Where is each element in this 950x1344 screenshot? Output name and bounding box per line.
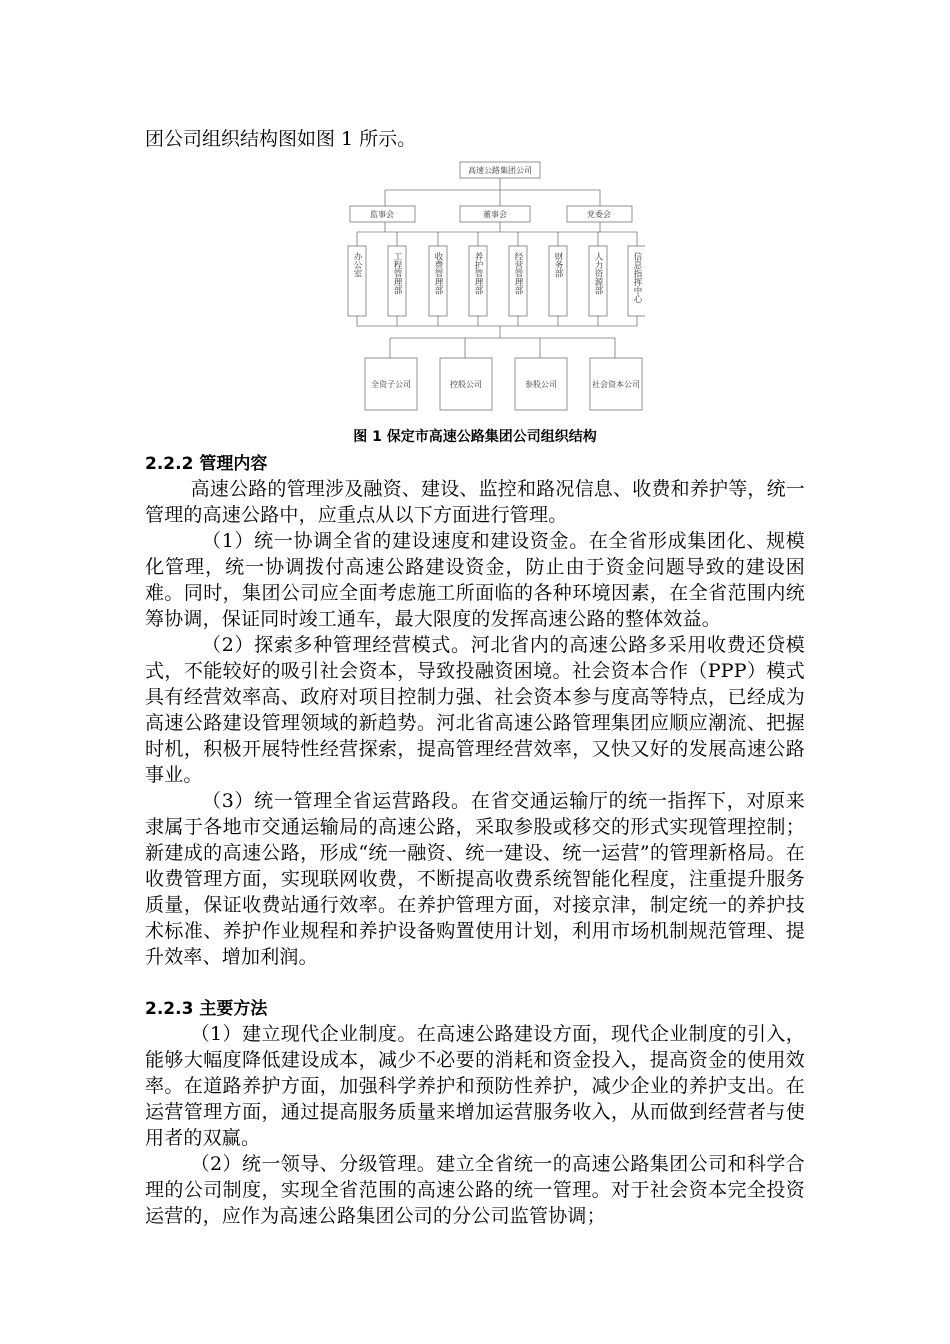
org-sub-label: 全资子公司 <box>371 380 411 389</box>
org-root-label: 高速公路集团公司 <box>468 166 532 175</box>
org-dept-label: 收费管理部 <box>433 252 443 295</box>
org-sub-label: 社会资本公司 <box>592 380 640 389</box>
paragraph: 高速公路的管理涉及融资、建设、监控和路况信息、收费和养护等，统一管理的高速公路中，应重点从以下方面进行管理。 <box>145 478 805 526</box>
paragraph: （1）统一协调全省的建设速度和建设资金。在全省形成集团化、规模化管理，统一协调拨付高速公路建设资金，防止由于资金问题导致的建设困难。同时，集团公司应全面考虑施工所面临的各种环境因素，在全省范围内统筹协调，保证同时竣工通车，最大限度的发挥高速公路的整体效益。 <box>145 530 805 630</box>
paragraph: （2）统一领导、分级管理。建立全省统一的高速公路集团公司和科学合理的公司制度，实现全省范围的高速公路的统一管理。对于社会资本完全投资运营的，应作为高速公路集团公司的分公司监管协调； <box>145 1153 805 1227</box>
org-dept-label: 养护管理部 <box>473 252 483 295</box>
org-dept-label: 人力资源部 <box>593 252 603 295</box>
org-level2-label: 监事会 <box>370 210 394 219</box>
org-chart <box>345 158 645 420</box>
figure-caption: 图 1 保定市高速公路集团公司组织结构 <box>353 429 597 445</box>
section-2-2-3 <box>145 997 805 1229</box>
org-dept-label: 财务部 <box>553 252 563 278</box>
org-dept-label: 工程管理部 <box>392 252 402 295</box>
org-level2-label: 党委会 <box>587 210 611 219</box>
section-heading: 2.2.3 主要方法 <box>145 999 268 1019</box>
intro-line: 团公司组织结构图如图 1 所示。 <box>145 128 417 150</box>
org-level2-label: 董事会 <box>483 210 507 219</box>
org-sub-label: 控股公司 <box>450 380 482 389</box>
section-2-2-2 <box>145 452 805 970</box>
paragraph: （1）建立现代企业制度。在高速公路建设方面，现代企业制度的引入，能够大幅度降低建设成本，减少不必要的消耗和资金投入，提高资金的使用效率。在道路养护方面，加强科学养护和预防性养护，减少企业的养护支出。在运营管理方面，通过提高服务质量来增加运营服务收入，从而做到经营者与使用者的双赢。 <box>145 1023 805 1149</box>
org-sub-label: 参股公司 <box>525 380 557 389</box>
org-dept-label: 信息指挥中心 <box>632 252 642 303</box>
paragraph: （2）探索多种管理经营模式。河北省内的高速公路多采用收费还贷模式，不能较好的吸引社会资本，导致投融资困境。社会资本合作（PPP）模式具有经营效率高、政府对项目控制力强、社会资本参与度高等特点，已经成为高速公路建设管理领域的新趋势。河北省高速公路管理集团应顺应潮流、把握时机，积极开展特性经营探索，提高管理经营效率，又快又好的发展高速公路事业。 <box>145 634 805 786</box>
section-heading: 2.2.2 管理内容 <box>145 454 268 474</box>
paragraph: （3）统一管理全省运营路段。在省交通运输厅的统一指挥下，对原来隶属于各地市交通运输局的高速公路，采取参股或移交的形式实现管理控制；新建成的高速公路，形成“统一融资、统一建设、统一运营”的管理新格局。在收费管理方面，实现联网收费，不断提高收费系统智能化程度，注重提升服务质量，保证收费站通行效率。在养护管理方面，对接京津，制定统一的养护技术标准、养护作业规程和养护设备购置使用计划，利用市场机制规范管理、提升效率、增加利润。 <box>145 790 805 968</box>
org-dept-label: 经营管理部 <box>513 252 523 295</box>
org-dept-label: 办公室 <box>352 252 362 278</box>
